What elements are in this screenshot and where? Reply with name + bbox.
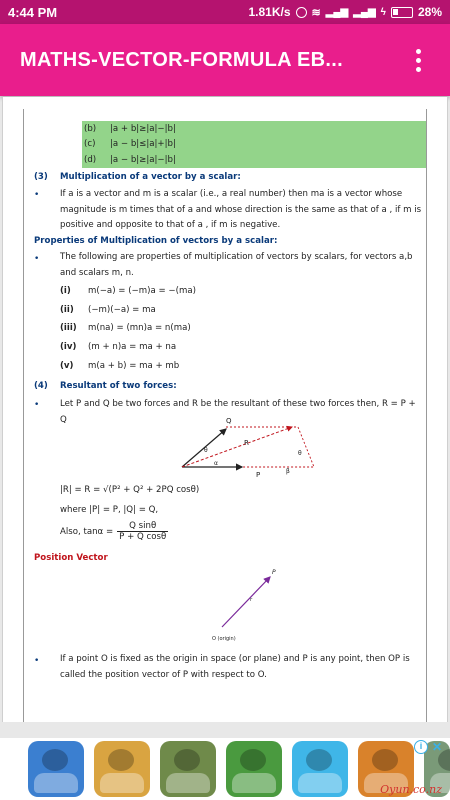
position-label-p: P <box>272 569 276 576</box>
diagram-label-theta-2: θ <box>298 450 302 457</box>
ad-watermark: Oyun.co.nz <box>380 783 442 796</box>
property-item: (i) m(−a) = (−m)a = −(ma) <box>60 286 196 296</box>
diagram-label-p: P <box>256 471 261 477</box>
parallelogram-edges <box>226 427 314 467</box>
page-gap <box>0 722 450 738</box>
document-page[interactable] <box>2 97 448 722</box>
ad-game-tile[interactable] <box>94 741 150 797</box>
bullet-icon: • <box>34 190 40 200</box>
inequality-box <box>82 121 426 168</box>
battery-icon <box>391 7 413 18</box>
section-3-text: If a is a vector and m is a scalar (i.e., a real number) then ma is a vector whose magnitude is m times that of a and whose direction is the same as that of a , if m is positive and opposite to that of a , if m is negative. <box>60 189 422 230</box>
resultant-magnitude-eq: |R| = R = √(P² + Q² + 2PQ cosθ) <box>60 485 200 495</box>
vector-r-line <box>182 427 292 467</box>
inequality-row: (d) |a − b|≥|a|−|b| <box>84 154 176 165</box>
document-body <box>23 109 427 722</box>
property-item: (iii) m(na) = (mn)a = n(ma) <box>60 323 191 333</box>
ad-game-tile[interactable] <box>28 741 84 797</box>
signal-icon-2: ▂▄▆ <box>353 6 376 18</box>
force-parallelogram-diagram <box>174 415 324 477</box>
position-vector-heading: Position Vector <box>34 553 108 563</box>
bullet-icon: • <box>34 254 40 264</box>
signal-icon: ▂▄▆ <box>325 6 349 18</box>
diagram-label-r: R <box>244 439 249 447</box>
ad-banner[interactable] <box>0 738 450 800</box>
status-time: 4:44 PM <box>8 4 58 20</box>
property-item: (ii) (−m)(−a) = ma <box>60 305 156 315</box>
ad-game-tile[interactable] <box>292 741 348 797</box>
position-label-r: r <box>250 597 253 603</box>
status-bar <box>0 0 450 24</box>
bullet-icon: • <box>34 400 40 410</box>
app-bar <box>0 24 450 96</box>
properties-heading: Properties of Multiplication of vectors by a scalar: <box>34 236 278 246</box>
diagram-label-alpha: α <box>214 460 218 467</box>
property-item: (v) m(a + b) = ma + mb <box>60 361 180 371</box>
section-4-heading: (4) Resultant of two forces: <box>34 381 177 391</box>
network-speed: 1.81K/s <box>248 5 291 19</box>
position-label-origin: O (origin) <box>212 636 236 642</box>
position-vector-line <box>222 577 270 627</box>
diagram-label-q: Q <box>226 417 232 425</box>
wifi-icon: ≋ <box>311 6 321 19</box>
app-title: MATHS-VECTOR-FORMULA EB... <box>20 48 343 71</box>
charging-icon: ϟ <box>380 6 386 18</box>
inequality-row: (c) |a − b|≤|a|+|b| <box>84 139 176 150</box>
ad-game-tile[interactable] <box>226 741 282 797</box>
ad-choices[interactable] <box>414 740 444 754</box>
magnitude-definitions: where |P| = P, |Q| = Q, <box>60 505 159 515</box>
property-item: (iv) (m + n)a = ma + na <box>60 342 177 352</box>
status-right <box>248 5 442 19</box>
overflow-menu-icon[interactable] <box>406 45 430 75</box>
ad-game-tile[interactable] <box>160 741 216 797</box>
ad-info-icon[interactable]: i <box>414 740 428 754</box>
section-3-heading: (3) Multiplication of a vector by a scalar: <box>34 172 241 182</box>
diagram-label-beta: β <box>286 468 290 475</box>
inequality-row: (b) |a + b|≥|a|−|b| <box>84 123 176 134</box>
section-4-text: Let P and Q be two forces and R be the resultant of these two forces then, R = P + Q <box>60 399 416 425</box>
position-vector-diagram <box>204 565 294 645</box>
battery-percent: 28% <box>417 5 442 19</box>
alarm-icon <box>296 7 307 18</box>
diagram-label-theta: θ <box>204 447 208 454</box>
ad-close-icon[interactable]: ✕ <box>431 740 443 754</box>
position-vector-text: If a point O is fixed as the origin in space (or plane) and P is any point, then OP is called the position vector of P with respect to O. <box>60 654 410 680</box>
properties-intro: The following are properties of multiplication of vectors by scalars, for vectors a,b and scalars m, n. <box>60 252 413 278</box>
bullet-icon: • <box>34 656 40 666</box>
tan-alpha-eq: Also, tanα = $\frac{\text{Q sinθ}}{\text{P + Q cosθ}}$ <box>60 521 167 542</box>
